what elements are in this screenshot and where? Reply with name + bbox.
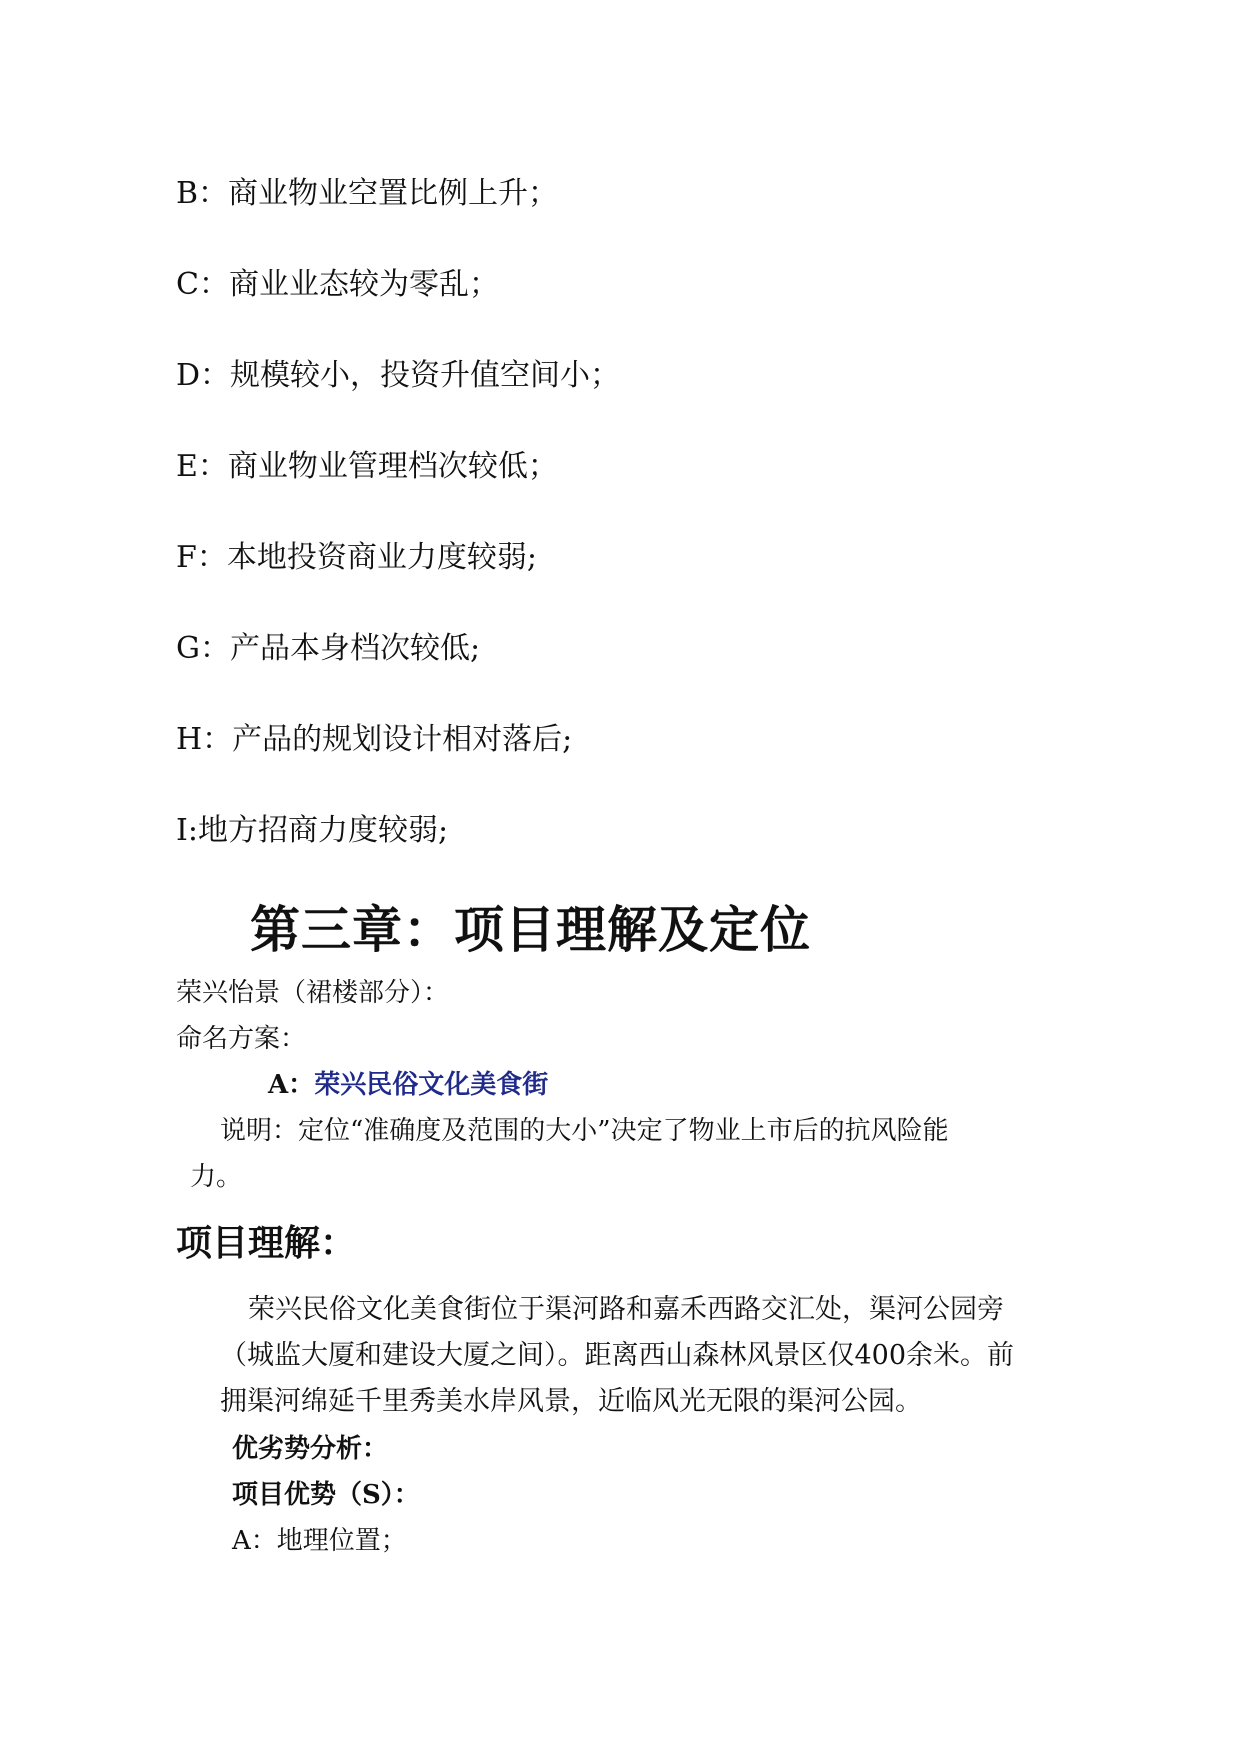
project-name: 荣兴怡景（裙楼部分）：	[176, 978, 450, 1008]
list-item-g: G：产品本身档次较低;	[176, 631, 481, 666]
desc-line-2: （城监大厦和建设大厦之间）。距离西山森林风景区仅400余米。前	[220, 1340, 1015, 1371]
list-item-b: B：商业物业空置比例上升；	[176, 176, 559, 211]
naming-option-prefix: A：	[268, 1070, 315, 1100]
list-item-f: F：本地投资商业力度较弱;	[176, 540, 537, 575]
list-item-d: D：规模较小，投资升值空间小；	[176, 358, 621, 393]
note-line-1: 说明：定位“准确度及范围的大小”决定了物业上市后的抗风险能	[220, 1116, 949, 1146]
naming-label: 命名方案：	[176, 1024, 307, 1054]
desc-line-1: 荣兴民俗文化美食街位于渠河路和嘉禾西路交汇处，渠河公园旁	[248, 1294, 1004, 1325]
list-item-h: H：产品的规划设计相对落后;	[176, 722, 573, 757]
chapter-title: 第三章：项目理解及定位	[250, 900, 811, 959]
naming-option-name: 荣兴民俗文化美食街	[314, 1070, 549, 1100]
note-line-2: 力。	[190, 1162, 243, 1192]
naming-option	[268, 1070, 548, 1101]
section-title: 项目理解：	[176, 1222, 357, 1264]
desc-line-3: 拥渠河绵延千里秀美水岸风景，近临风光无限的渠河公园。	[220, 1386, 922, 1417]
strength-title: 项目优势（S）：	[232, 1480, 420, 1510]
swot-title: 优劣势分析：	[232, 1434, 389, 1464]
list-item-e: E：商业物业管理档次较低；	[176, 449, 558, 484]
list-item-i: I:地方招商力度较弱;	[176, 813, 449, 848]
list-item-c: C：商业业态较为零乱；	[176, 267, 499, 302]
strength-item-a: A：地理位置；	[232, 1526, 407, 1556]
